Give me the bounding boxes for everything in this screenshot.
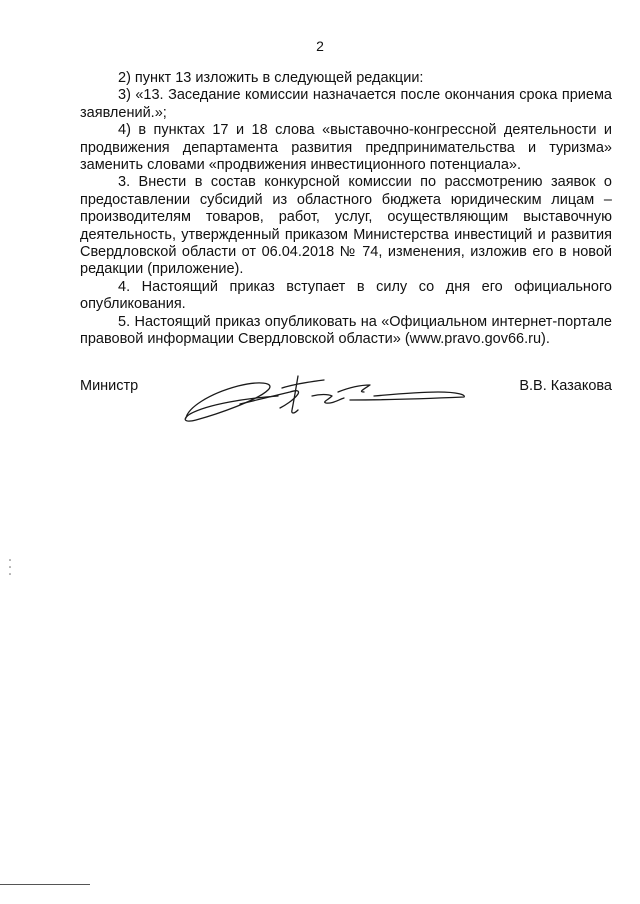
document-body bbox=[80, 70, 612, 349]
paragraph-item-3: 3) «13. Заседание комиссии назначается после окончания срока приема заявлений.»; bbox=[80, 87, 612, 121]
footer-rule bbox=[0, 884, 90, 885]
paragraph-item-4: 4) в пунктах 17 и 18 слова «выставочно-конгрессной деятельности и продвижения департамента развития предпринимательства и туризма» заменить словами «продвижения инвестиционного потенциала». bbox=[80, 122, 612, 174]
paragraph-section-4: 4. Настоящий приказ вступает в силу со дня его официального опубликования. bbox=[80, 278, 612, 313]
paragraph-item-2: 2) пункт 13 изложить в следующей редакции: bbox=[118, 70, 424, 86]
signer-title: Министр bbox=[80, 378, 139, 394]
signer-name: В.В. Казакова bbox=[519, 378, 612, 394]
handwritten-signature bbox=[178, 370, 468, 430]
signature-block bbox=[80, 378, 612, 428]
paragraph-section-3: 3. Внести в состав конкурсной комиссии по рассмотрению заявок о предоставлении субсидий из областного бюджета юридическим лицам – производителям товаров, работ, услуг, осуществляющим выставочную деятельность, утвержденный приказом Министерства инвестиций и развития Свердловской области от 06.04.2018 № 74, изменения, изложив его в новой редакции (приложение). bbox=[80, 174, 612, 278]
margin-marks bbox=[8, 558, 12, 578]
page-number: 2 bbox=[316, 38, 324, 54]
paragraph-section-5: 5. Настоящий приказ опубликовать на «Официальном интернет-портале правовой информации Свердловской области» (www.pravo.gov66.ru). bbox=[80, 313, 612, 348]
